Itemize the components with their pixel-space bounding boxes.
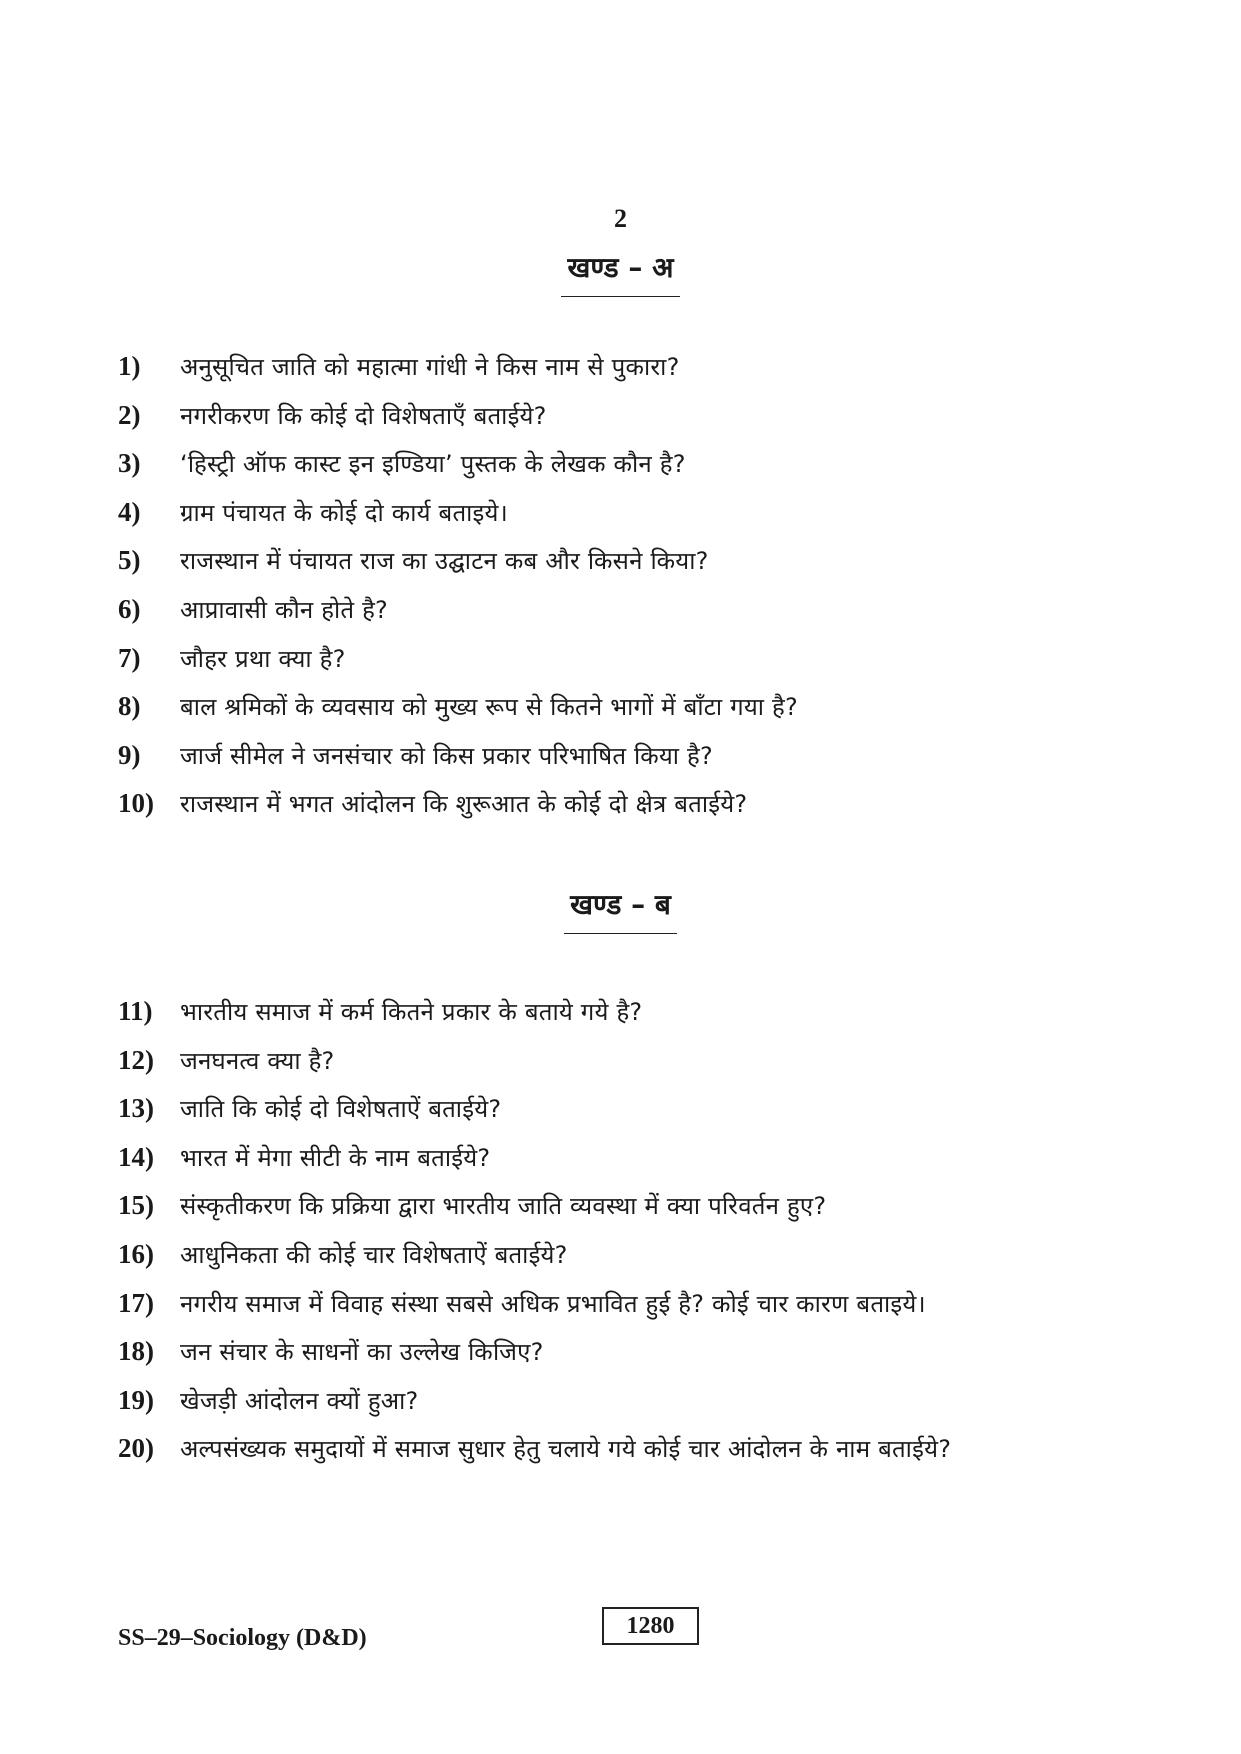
question-text: भारतीय समाज में कर्म कितने प्रकार के बताये गये है? [180, 998, 643, 1026]
question-item [118, 787, 1128, 836]
question-text: जाति कि कोई दो विशेषताऐं बताईये? [180, 1095, 502, 1124]
question-number: 20) [118, 1433, 154, 1464]
question-item [118, 690, 1128, 739]
question-item [118, 995, 1128, 1044]
question-number: 7) [118, 642, 141, 673]
question-item [118, 642, 1128, 691]
question-item [118, 1287, 1128, 1336]
question-item [118, 544, 1128, 593]
question-item [118, 1189, 1128, 1238]
question-item [118, 1335, 1128, 1384]
question-text: जार्ज सीमेल ने जनसंचार को किस प्रकार परिभाषित किया है? [180, 741, 713, 770]
question-text: नगरीय समाज में विवाह संस्था सबसे अधिक प्रभावित हुई है? कोई चार कारण बताइये। [180, 1289, 926, 1318]
question-number: 9) [118, 739, 141, 770]
question-item [118, 739, 1128, 788]
question-number: 12) [118, 1044, 154, 1075]
question-number: 5) [118, 545, 141, 576]
question-text: बाल श्रमिकों के व्यवसाय को मुख्य रूप से कितने भागों में बाँटा गया है? [180, 693, 798, 722]
question-item [118, 399, 1128, 448]
question-item [118, 447, 1128, 496]
question-number: 15) [118, 1190, 154, 1221]
question-item [118, 1432, 1128, 1481]
question-text: अनुसूचित जाति को महात्मा गांधी ने किस नाम से पुकारा? [180, 353, 680, 381]
question-text: राजस्थान में भगत आंदोलन कि शुरूआत के कोई दो क्षेत्र बताईये? [180, 790, 748, 819]
section-b-heading-text: खण्ड – ब [564, 885, 677, 934]
section-a-heading-text: खण्ड – अ [561, 248, 679, 297]
question-item [118, 1141, 1128, 1190]
question-text: राजस्थान में पंचायत राज का उद्घाटन कब और किसने किया? [180, 547, 709, 576]
question-text: जनघनत्व क्या है? [180, 1046, 335, 1075]
question-item [118, 1238, 1128, 1287]
question-number: 18) [118, 1336, 154, 1367]
question-number: 6) [118, 593, 141, 624]
question-text: जौहर प्रथा क्या है? [180, 644, 346, 673]
question-number: 19) [118, 1384, 154, 1415]
question-text: संस्कृतीकरण कि प्रक्रिया द्वारा भारतीय जाति व्यवस्था में क्या परिवर्तन हुए? [180, 1192, 827, 1221]
question-item [118, 1092, 1128, 1141]
question-text: अल्पसंख्यक समुदायों में समाज सुधार हेतु चलाये गये कोई चार आंदोलन के नाम बताईये? [180, 1435, 952, 1464]
section-a-question-list [118, 350, 1128, 836]
question-text: ‘हिस्ट्री ऑफ कास्ट इन इण्डिया’ पुस्तक के लेखक कौन है? [180, 450, 686, 479]
question-item [118, 496, 1128, 545]
question-number: 2) [118, 399, 141, 430]
question-number: 3) [118, 448, 141, 479]
question-number: 1) [118, 351, 141, 381]
question-number: 13) [118, 1093, 154, 1124]
question-number: 14) [118, 1141, 154, 1172]
section-b-question-list [118, 995, 1128, 1481]
question-text: ग्राम पंचायत के कोई दो कार्य बताइये। [180, 498, 508, 527]
question-number: 16) [118, 1238, 154, 1269]
question-number: 10) [118, 788, 154, 819]
question-text: आप्रावासी कौन होते है? [180, 595, 388, 624]
question-item [118, 1384, 1128, 1433]
question-number: 4) [118, 496, 141, 527]
question-number: 17) [118, 1287, 154, 1318]
question-item [118, 593, 1128, 642]
section-b-heading [0, 885, 1241, 934]
question-text: नगरीकरण कि कोई दो विशेषताएँ बताईये? [180, 401, 547, 430]
question-number: 11) [118, 996, 153, 1026]
paper-code: SS–29–Sociology (D&D) [118, 1625, 367, 1651]
question-text: आधुनिकता की कोई चार विशेषताऐं बताईये? [180, 1240, 568, 1269]
page-number: 2 [614, 204, 627, 233]
question-text: खेजड़ी आंदोलन क्यों हुआ? [180, 1386, 419, 1415]
question-text: जन संचार के साधनों का उल्लेख किजिए? [180, 1338, 544, 1367]
question-text: भारत में मेगा सीटी के नाम बताईये? [180, 1143, 491, 1172]
paper-number-box: 1280 [602, 1607, 699, 1645]
question-item [118, 1044, 1128, 1093]
question-number: 8) [118, 691, 141, 722]
question-item [118, 350, 1128, 399]
section-a-heading [0, 248, 1241, 297]
